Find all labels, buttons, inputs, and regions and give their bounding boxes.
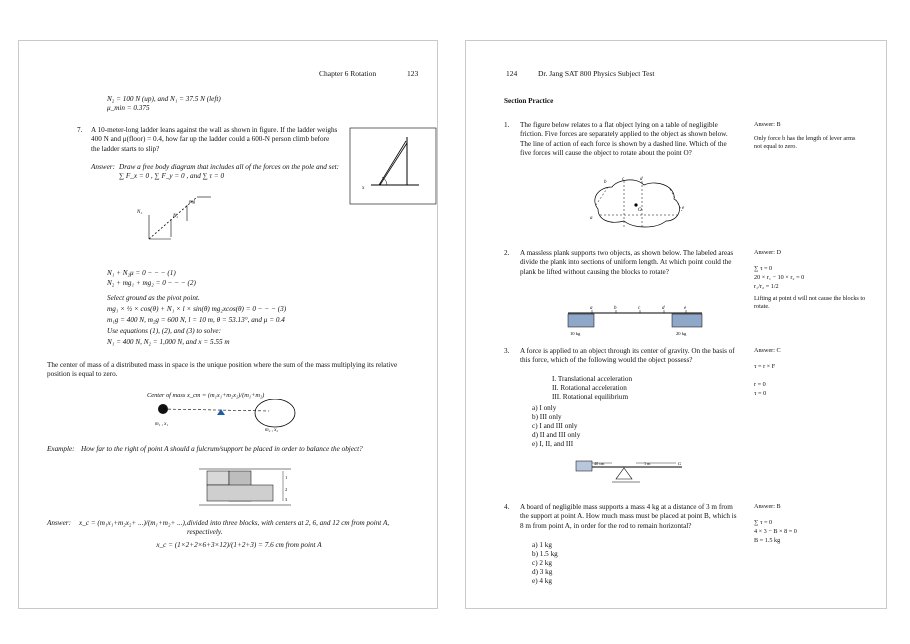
question-2-figure	[552, 297, 720, 339]
svg-text:mg: mg	[189, 200, 196, 205]
answer-block-result: x_c = (1×2+2×6+3×12)/(1+2+3) = 7.6 cm from point A	[156, 541, 322, 549]
svg-text:d: d	[662, 306, 665, 311]
svg-text:40 cm: 40 cm	[594, 461, 605, 466]
section-practice-title: Section Practice	[504, 97, 554, 105]
question-3-number: 3.	[504, 347, 510, 355]
ladder-figure	[349, 127, 437, 205]
svg-text:1 m: 1 m	[644, 461, 651, 466]
blocks-figure	[199, 465, 295, 513]
com-lead: The	[47, 361, 60, 369]
question-4-choice-d[interactable]: d) 3 kg	[532, 568, 553, 576]
svg-text:a: a	[590, 216, 593, 221]
left-page-header: Chapter 6 Rotation	[319, 69, 377, 78]
right-page-header: Dr. Jang SAT 800 Physics Subject Test	[538, 69, 655, 78]
question-4-note-3: B = 1.5 kg	[754, 537, 781, 544]
svg-text:N₂: N₂	[173, 214, 179, 219]
problem-7-text: A 10-meter-long ladder leans against the wall as shown in figure. If the ladder weighs 400 N and μ(floor) = 0.4, how far up the ladder could a 600-N person climb before the ladder starts to slip?	[91, 126, 338, 153]
question-2-answer: Answer: D	[754, 249, 781, 256]
problem-7-work-2: N₂ + mg₁ + mg₂ = 0 − − − (2)	[107, 279, 196, 287]
question-2-note-1: ∑ τ = 0	[754, 265, 773, 272]
question-2-number: 2.	[504, 249, 510, 257]
com-figure-caption: Center of mass x_cm = (m₁x₁+m₂x₂)/(m₁+m₂)	[147, 392, 265, 399]
question-3-answer: Answer: C	[754, 347, 781, 354]
page-right	[455, 0, 910, 644]
question-3-choice-d[interactable]: d) II and III only	[532, 431, 581, 439]
svg-text:c: c	[638, 306, 641, 311]
com-bold: center of mass	[59, 361, 102, 369]
svg-text:m₁ , x₁: m₁ , x₁	[155, 422, 169, 427]
svg-text:b: b	[604, 180, 607, 185]
problem-7-answer-text: Draw a free body diagram that includes all of the forces on the pole and set: ∑ F_x = 0 , ∑ F_y = 0 , and ∑ τ = 0	[119, 163, 340, 181]
question-1-number: 1.	[504, 121, 510, 129]
svg-text:c: c	[622, 177, 625, 182]
top-math-line-1: N₂ = 100 N (up), and N₁ = 37.5 N (left)	[107, 95, 221, 103]
question-2-text: A massless plank supports two objects, as shown below. The labeled areas divide the plank into sections of uniform length. At which point could the plank be lifted without causing the blocks to rotate?	[520, 249, 734, 276]
question-3-text: A force is applied to an object through its center of gravity. On the basis of this force, which of the following would the object possess?	[520, 347, 735, 365]
problem-7-work-5: m₁g = 400 N, m₂g = 600 N, l = 10 m, θ = 53.13°, and μ = 0.4	[107, 316, 285, 324]
question-3-note-1: τ = r × F	[754, 363, 776, 370]
question-4-choice-e[interactable]: e) 4 kg	[532, 577, 552, 585]
question-3-note-3: r = 0	[754, 381, 766, 388]
svg-text:N₁: N₁	[137, 210, 143, 215]
com-rest: of a distributed mass in space is the unique position where the sum of the mass multiplying its relative position is equal to zero.	[47, 361, 398, 379]
problem-7-work-4: mg₁ × ½ × cos(θ) + N₁ × l × sin(θ) mg₂xcos(θ) = 0 − − − (3)	[107, 305, 287, 313]
question-3-choice-c[interactable]: c) I and III only	[532, 422, 578, 430]
svg-text:a: a	[590, 306, 593, 311]
problem-7-number: 7.	[77, 126, 83, 134]
svg-text:1: 1	[285, 475, 288, 480]
question-4-note-2: 4 × 3 − B × 8 = 0	[754, 528, 797, 535]
free-body-diagram	[127, 191, 257, 243]
question-4-choice-c[interactable]: c) 2 kg	[532, 559, 552, 567]
question-3-roman-1: I. Translational acceleration	[552, 375, 633, 383]
question-1-figure	[578, 175, 698, 233]
page-right-sheet	[465, 40, 887, 609]
answer-block-label: Answer:	[47, 519, 71, 527]
question-1-note: Only force b has the length of lever arms not equal to zero.	[754, 135, 856, 151]
problem-7-work-1: N₁ + N₂μ = 0 − − − (1)	[107, 269, 176, 277]
svg-text:e: e	[684, 306, 687, 311]
question-3-note-4: τ = 0	[754, 390, 767, 397]
question-3-roman-3: III. Rotational equilibrium	[552, 393, 629, 401]
svg-text:O: O	[638, 208, 642, 213]
question-2-note-4: Lifting at point d will not cause the blocks to rotate.	[754, 295, 866, 311]
right-page-number: 124	[506, 69, 518, 78]
svg-text:G: G	[678, 461, 682, 466]
problem-7-answer-label: Answer:	[91, 163, 115, 171]
question-3-roman-2: II. Rotational acceleration	[552, 384, 627, 392]
svg-text:e: e	[682, 206, 685, 211]
page-left-sheet	[18, 40, 438, 609]
svg-text:d: d	[640, 177, 643, 182]
problem-7-work-6: Use equations (1), (2), and (3) to solve:	[107, 327, 221, 335]
svg-text:10 kg: 10 kg	[570, 331, 581, 336]
example-text: How far to the right of point A should a fulcrum/support be placed in order to balance the object?	[81, 445, 363, 453]
question-3-choice-e[interactable]: e) I, II, and III	[532, 440, 574, 448]
answer-block-text: divided into three blocks, with centers at 2, 6, and 12 cm from point A, respectively.	[187, 519, 390, 537]
center-of-mass-figure	[149, 399, 309, 433]
svg-text:b: b	[614, 306, 617, 311]
question-4-number: 4.	[504, 503, 510, 511]
question-1-text: The figure below relates to a flat object lying on a table of negligible friction. Five forces are separately applied to the object as shown below. The line of action of each force is shown by a dashed line. Which of the five forces will cause the object to rotate about the point O?	[520, 121, 728, 158]
question-3-choice-a[interactable]: a) I only	[532, 404, 557, 412]
question-4-choice-b[interactable]: b) 1.5 kg	[532, 550, 558, 558]
question-2-note-2: 20 × r₁ − 10 × r₂ = 0	[754, 274, 805, 281]
question-4-answer: Answer: B	[754, 503, 781, 510]
question-1-answer: Answer: B	[754, 121, 781, 128]
problem-7-work-3: Select ground as the pivot point.	[107, 294, 200, 302]
question-4-choice-a[interactable]: a) 1 kg	[532, 541, 552, 549]
svg-text:m₂ , x₂: m₂ , x₂	[265, 428, 279, 433]
question-2-note-3: r₁/r₂ = 1/2	[754, 283, 779, 290]
question-3-choice-b[interactable]: b) III only	[532, 413, 562, 421]
left-page-number: 123	[407, 69, 419, 78]
svg-text:3: 3	[285, 497, 288, 502]
top-math-line-2: μ_min = 0.375	[107, 104, 150, 112]
question-4-text: A board of negligible mass supports a mass 4 kg at a distance of 3 m from the support at point A. How much mass must be placed at point B, which is 8 m from point A, in order for the rod to remain horizontal?	[520, 503, 737, 530]
svg-text:20 kg: 20 kg	[676, 331, 687, 336]
example-label: Example:	[47, 445, 75, 453]
svg-text:2: 2	[285, 487, 288, 492]
answer-block-formula: x_c = (m₁x₁+m₂x₂+ ...)/(m₁+m₂+ ...),	[79, 519, 187, 527]
center-of-mass-paragraph	[47, 361, 422, 380]
svg-text:x: x	[362, 186, 365, 191]
problem-7-work-7: N₁ = 400 N, N₂ = 1,000 N, and x = 5.55 m	[107, 338, 230, 346]
question-4-note-1: ∑ τ = 0	[754, 519, 773, 526]
question-3-figure	[562, 455, 698, 485]
